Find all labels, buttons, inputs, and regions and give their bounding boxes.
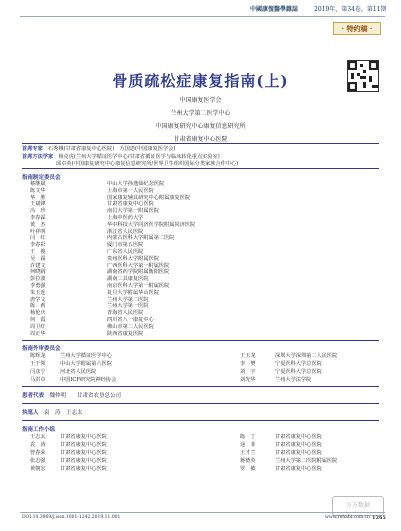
committee-member-name: 王 俊 <box>30 249 46 255</box>
page-number: 1265 <box>372 515 386 521</box>
group-member-affiliation: 甘肃省康复中心医院 <box>60 442 107 448</box>
group-member-name: 王才兰 <box>240 450 256 456</box>
reviewer-affiliation: 兰州大学循证医学中心 <box>60 353 112 359</box>
committee-member-affiliation: 广东省人民医院 <box>107 249 144 255</box>
group-member-affiliation: 兰州大学第二医院附属医院 <box>275 458 338 464</box>
committee-member-affiliation: 上海中医药大学 <box>107 215 144 221</box>
footer-rule <box>20 512 385 513</box>
committee-member-name: 冯 珍 <box>30 208 46 215</box>
reviewer-affiliation: 深圳大学深圳第二人民医院 <box>275 353 338 359</box>
committee-member-affiliation: 南昌大学第一附属医院 <box>107 208 159 215</box>
committee-member-affiliation: 四川省八一康复中心 <box>107 317 154 323</box>
writers <box>22 408 83 416</box>
section-rule <box>22 143 379 144</box>
method-text: 杨克虎(兰州大学循证医学中心/甘肃省循证医学与临床转化重点实验室) <box>58 153 220 160</box>
committee-member-affiliation: 湖南三具康复医院 <box>107 276 149 283</box>
committee-member-name: 朱玉连 <box>30 289 46 296</box>
committee-member-affiliation: 兰州大学第一医院 <box>107 303 149 310</box>
committee-member-name: 黄 杰 <box>30 221 46 228</box>
issue-info: 2019年，第34卷，第11期 <box>314 6 387 13</box>
article-title: 骨质疏松症康复指南(上) <box>112 72 289 90</box>
group-member-affiliation: 甘肃省康复中心医院 <box>60 434 107 440</box>
committee-member-name: 吴 霜 <box>30 255 46 262</box>
column-tag: · 特约稿 · <box>333 22 381 35</box>
watermark-logo: 万方数据 <box>332 496 384 516</box>
reviewer-name: 马洪卓 <box>30 377 46 383</box>
group-member-name: 王志太 <box>30 434 46 440</box>
group-member-name: 张志强 <box>30 458 46 464</box>
reviewer-affiliation: 河北省人民医院 <box>60 369 97 375</box>
patient-text: 魏仲明 甘肃省农垦总公司 <box>49 393 122 399</box>
group-member-name: 逯 菲 <box>240 442 256 448</box>
reviewer-affiliation: 兰州大学法学院 <box>275 377 312 383</box>
committee-member-name: 周正华 <box>30 330 46 337</box>
reviewer-affiliation: 宁夏医科大学总医院 <box>275 361 322 367</box>
committee-member-name: 彭拉波 <box>30 276 46 283</box>
committee-member-name: 叶祥明 <box>30 228 46 235</box>
author-line: 中国康复医学会 <box>179 97 222 104</box>
section-rule <box>22 340 379 341</box>
group-member-affiliation: 甘肃省康复中心医院 <box>275 434 322 440</box>
committee-member-affiliation: 广西医科大学第一附属医院 <box>107 262 170 269</box>
committee-member-name: 陈 莉 <box>30 303 46 310</box>
committee-member-affiliation: 内蒙古医科大学附属第二医院 <box>107 235 175 242</box>
qr-code-icon <box>347 60 379 92</box>
committee-member-name: 王斌锋 <box>30 201 46 208</box>
committee-member-name: 许建文 <box>30 262 46 269</box>
group-member-name: 曾春荣 <box>30 450 46 456</box>
committee-member-affiliation: 佛山市第二人民医院 <box>107 323 154 330</box>
committee-member-affiliation: 上海市第一人民医院 <box>107 187 154 194</box>
method-label: 首席方法学家 <box>22 153 54 160</box>
committee-member-name: 李勇强 <box>30 283 46 289</box>
author-line: 中国康复研究中心康复信息研究所 <box>155 123 246 130</box>
group-member-affiliation: 甘肃省康复中心医院 <box>275 450 322 456</box>
committee-member-affiliation: 厦门市第五医院 <box>107 242 144 249</box>
committee-member-affiliation: 陕西省康复医院 <box>107 330 144 337</box>
committee-member-name: 闫 红 <box>30 235 46 242</box>
committee-member-name: 何 霞 <box>30 317 46 323</box>
group-member-affiliation: 甘肃省康复中心医院 <box>60 458 107 464</box>
author-line: 甘肃省康复中心医院 <box>173 136 228 143</box>
chief-text: 石秀娥(甘肃省康复中心医院) 方国恩(中国康复医学会) <box>47 146 176 152</box>
external-heading: 指南外审委员会 <box>22 346 61 352</box>
committee-member-affiliation: 南京医科大学第一附属医院 <box>107 283 170 289</box>
section-rule <box>22 403 379 404</box>
committee-list <box>30 181 370 341</box>
committee-member-affiliation: 国家康复辅具研究中心附属康复医院 <box>107 194 191 201</box>
group-member-affiliation: 甘肃省康复中心医院 <box>60 466 107 472</box>
reviewer-affiliation: 中山大学附属第六医院 <box>60 361 112 367</box>
patient-label: 患者代表 <box>22 393 45 399</box>
group-member-affiliation: 甘肃省康复中心医院 <box>275 466 322 472</box>
section-rule <box>22 168 379 169</box>
author-list <box>0 94 401 146</box>
committee-member-affiliation: 中山大学孙逸仙纪念医院 <box>107 181 165 187</box>
group-member-name: 罗 敏 <box>240 466 256 472</box>
journal-name: 中國康復醫學雜誌 <box>250 6 299 13</box>
reviewer-affiliation: 宁夏医科大学总医院 <box>275 369 322 375</box>
method-text-2: 邱卓英(中国康复研究中心康复信息研究所/世界卫生组织国际分类家族合作中心) <box>56 161 239 167</box>
group-member-name: 袁 涛 <box>30 442 46 448</box>
section-rule <box>22 420 379 421</box>
committee-member-name: 周卫红 <box>30 323 46 330</box>
committee-member-name: 李春霖 <box>30 215 46 221</box>
group-member-name: 陈 丁 <box>240 434 256 440</box>
reviewer-name: 闫彦宁 <box>30 369 46 375</box>
reviewer-name: 刘 宇 <box>240 369 256 375</box>
group-member-affiliation: 甘肃省康复中心医院 <box>275 442 322 448</box>
patient-rep <box>22 391 121 399</box>
reviewer-name: 刘光华 <box>240 377 256 383</box>
reviewer-name: 陈辉龙 <box>30 353 46 359</box>
writers-text: 袁 涛 王志太 <box>44 410 83 416</box>
section-rule <box>22 386 379 387</box>
committee-member-name: 杨伦庆 <box>30 310 46 317</box>
committee-member-affiliation: 兰州大学第二医院 <box>107 296 149 303</box>
committee-member-name: 陈文华 <box>30 187 46 194</box>
header-rule <box>20 16 385 17</box>
writers-label: 执笔人 <box>22 410 39 416</box>
committee-member-affiliation: 甘肃省康复中心医院 <box>107 201 154 208</box>
committee-member-name: 李春彩 <box>30 242 46 249</box>
reviewer-name: 王于领 <box>30 361 46 367</box>
committee-member-affiliation: 复旦大学附属华山医院 <box>107 289 159 296</box>
committee-member-name: 华 胜 <box>30 194 46 201</box>
committee-member-affiliation: 浙江省人民医院 <box>107 228 144 235</box>
committee-member-name: 蔡继斌 <box>30 181 46 187</box>
reviewer-name: 王玉龙 <box>240 353 256 359</box>
committee-member-affiliation: 青海省人民医院 <box>107 310 144 317</box>
committee-member-affiliation: 湖南省药学院附属衡阳医院 <box>107 269 170 276</box>
group-member-affiliation: 甘肃省康复中心医院 <box>60 450 107 456</box>
working-group-heading: 指南工作小组 <box>22 427 56 433</box>
group-member-name: 蒋德英 <box>240 458 256 464</box>
committee-member-name: 何晓阔 <box>30 269 46 276</box>
reviewer-affiliation: 中国ICF研究院神经协会 <box>60 377 117 383</box>
committee-member-affiliation: 贵州医科大学附属医院 <box>107 255 159 262</box>
group-member-name: 黄朝宏 <box>30 466 46 472</box>
lead-experts <box>22 146 238 169</box>
committee-member-name: 唐学文 <box>30 296 46 303</box>
doi: DOI:10.3969/j.issn.1001-1242.2019.11.001 <box>22 515 121 520</box>
author-line: 兰州大学第二医学中心 <box>170 110 231 117</box>
committee-heading: 指南制定委员会 <box>22 175 61 181</box>
committee-member-affiliation: 华中科技大学同济医学院附属同济医院 <box>107 221 196 228</box>
chief-label: 首席专家 <box>22 146 43 152</box>
website: www.rehabi.com.cn <box>325 515 370 520</box>
reviewer-name: 李 樊 <box>240 361 256 367</box>
